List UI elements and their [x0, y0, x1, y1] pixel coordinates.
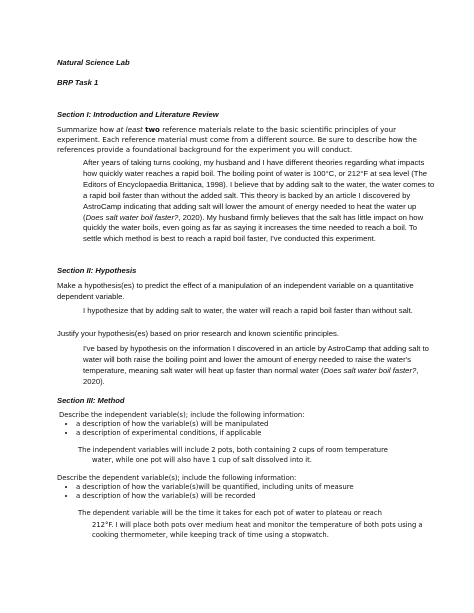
dependent-variable-answer-line-1: The dependent variable will be the time it takes for each pot of water to plateau or reach [78, 509, 382, 517]
task-label: BRP Task 1 [57, 78, 99, 87]
dependent-variable-prompt: Describe the dependent variable(s); include the following information: [57, 474, 297, 482]
independent-variable-prompt: Describe the independent variable(s); include the following information: [59, 411, 305, 419]
section-1-answer: After years of taking turns cooking, my husband and I have different theories regarding what impacts how quickly water reaches a rapid boil. The boiling point of water is 100°C, or 212°F at sea level (The Editors of Encyclopaedia Brittanica, 1998). I believe that by adding salt to the water, the water comes to a rapid boil faster than without the added salt. This theory is backed by an article I discovered by AstroCamp indicating that adding salt will lower the amount of energy needed to heat the water up (Does salt water boil faster?, 2020). My husband firmly believes that the salt has little impact on how quickly the water boils, even going as far as saying it increases the time needed to reach a boil. To settle which method is best to reach a rapid boil faster, I've conducted this experiment. [83, 158, 435, 244]
list-item: • a description of how the variable(s) will be manipulated [76, 420, 446, 429]
independent-variable-answer [78, 446, 436, 465]
section-2-heading: Section II: Hypothesis [57, 266, 137, 275]
independent-variable-bullets [64, 420, 446, 439]
answer-line: The independent variables will include 2 pots, both containing 2 cups of room temperature [78, 446, 388, 454]
document-title: Natural Science Lab [57, 58, 130, 67]
hypothesis-prompt: Make a hypothesis(es) to predict the effect of a manipulation of an independent variable on a quantitative dependent variable. [57, 281, 414, 301]
list-item: • a description of how the variable(s)will be quantified, including units of measure [76, 483, 446, 492]
list-item: • a description of how the variable(s) will be recorded [76, 492, 446, 501]
section-1-prompt: Summarize how at least two reference materials relate to the basic scientific principles of your experiment. Each reference material must come from a different source. Be sure to describe how the references provide a foundational background for the experiment you will conduct. [57, 125, 417, 154]
list-item: • a description of experimental conditions, if applicable [76, 429, 446, 438]
justification-answer: I've based by hypothesis on the information I discovered in an article by AstroCamp that adding salt to water will both raise the boiling point and lower the amount of energy needed to raise the water's temperature, meaning salt water will heat up faster than normal water (Does salt water boil faster?, 2020). [83, 344, 429, 386]
justification-prompt: Justify your hypothesis(es) based on prior research and known scientific principles. [57, 329, 340, 338]
section-1-heading: Section I: Introduction and Literature Review [57, 110, 219, 119]
section-3-heading: Section III: Method [57, 396, 125, 405]
hypothesis-answer: I hypothesize that by adding salt to water, the water will reach a rapid boil faster than without salt. [83, 306, 413, 315]
answer-line: water, while one pot will also have 1 cup of salt dissolved into it. [92, 455, 312, 464]
dependent-variable-bullets [64, 483, 446, 502]
dependent-variable-answer-line-2: 212°F. I will place both pots over medium heat and monitor the temperature of both pots using a cooking thermometer, while keeping track of time using a stopwatch. [92, 521, 423, 539]
